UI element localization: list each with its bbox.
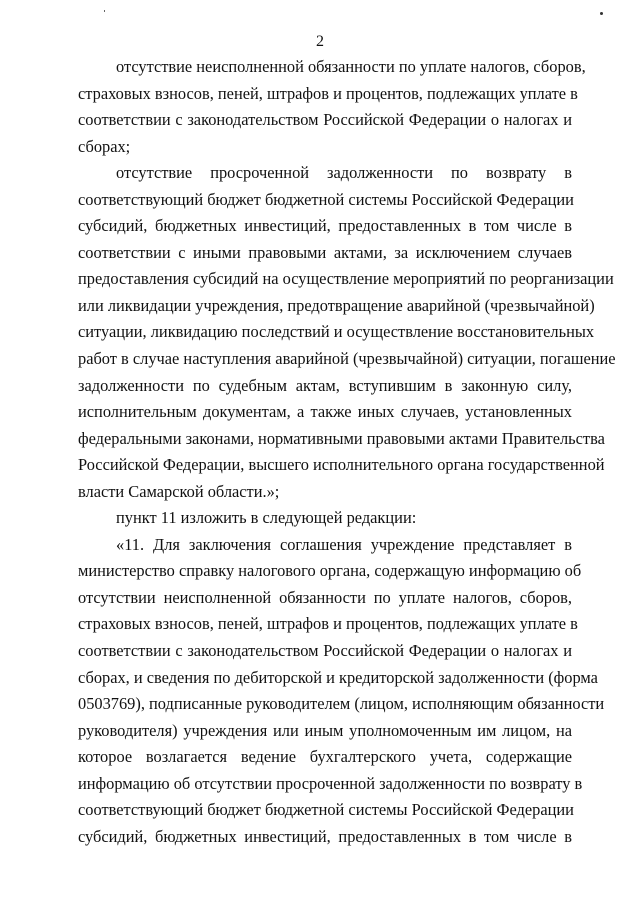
text-line: соответствии с законодательством Российской Федерации о налогах и xyxy=(78,110,572,130)
text-line: исполнительным документам, а также иных случаев, установленных xyxy=(78,402,572,422)
text-line: соответствующий бюджет бюджетной системы Российской Федерации xyxy=(78,800,574,820)
text-line: отсутствии неисполненной обязанности по уплате налогов, сборов, xyxy=(78,587,572,607)
text-line: задолженности по судебным актам, вступившим в законную силу, xyxy=(78,375,572,395)
text-line: 0503769), подписанные руководителем (лицом, исполняющим обязанности xyxy=(78,694,605,714)
document-body xyxy=(78,54,616,850)
scan-speck xyxy=(104,10,105,12)
text-line: «11. Для заключения соглашения учреждение представляет в xyxy=(116,534,572,554)
text-line: ситуации, ликвидацию последствий и осуществление восстановительных xyxy=(78,322,595,342)
text-line: пункт 11 изложить в следующей редакции: xyxy=(116,508,417,528)
text-line: соответствии с иными правовыми актами, за исключением случаев xyxy=(78,242,572,262)
scan-speck xyxy=(600,12,603,15)
text-line: субсидий, бюджетных инвестиций, предоставленных в том числе в xyxy=(78,216,572,236)
text-line: сборах; xyxy=(78,136,131,156)
text-line: страховых взносов, пеней, штрафов и процентов, подлежащих уплате в xyxy=(78,83,578,103)
text-line: власти Самарской области.»; xyxy=(78,481,280,501)
text-line: или ликвидации учреждения, предотвращение аварийной (чрезвычайной) xyxy=(78,295,595,315)
text-line: соответствии с законодательством Российской Федерации о налогах и xyxy=(78,641,572,661)
page-number: 2 xyxy=(316,33,324,50)
text-line: страховых взносов, пеней, штрафов и процентов, подлежащих уплате в xyxy=(78,614,578,634)
text-line: предоставления субсидий на осуществление мероприятий по реорганизации xyxy=(78,269,614,289)
text-line: сборах, и сведения по дебиторской и кредиторской задолженности (форма xyxy=(78,667,598,687)
text-line: федеральными законами, нормативными правовыми актами Правительства xyxy=(78,428,605,448)
text-line: руководителя) учреждения или иным уполномоченным им лицом, на xyxy=(78,720,572,740)
text-line: которое возлагается ведение бухгалтерского учета, содержащие xyxy=(78,747,572,767)
text-line: отсутствие неисполненной обязанности по уплате налогов, сборов, xyxy=(116,57,586,76)
text-line: отсутствие просроченной задолженности по возврату в xyxy=(116,163,572,183)
text-line: министерство справку налогового органа, содержащую информацию об xyxy=(78,561,582,581)
text-line: работ в случае наступления аварийной (чрезвычайной) ситуации, погашение xyxy=(78,349,616,369)
text-line: Российской Федерации, высшего исполнительного органа государственной xyxy=(78,455,605,475)
text-line: субсидий, бюджетных инвестиций, предоставленных в том числе в xyxy=(78,826,572,846)
text-line: соответствующий бюджет бюджетной системы Российской Федерации xyxy=(78,189,574,209)
text-line: информацию об отсутствии просроченной задолженности по возврату в xyxy=(78,773,583,793)
